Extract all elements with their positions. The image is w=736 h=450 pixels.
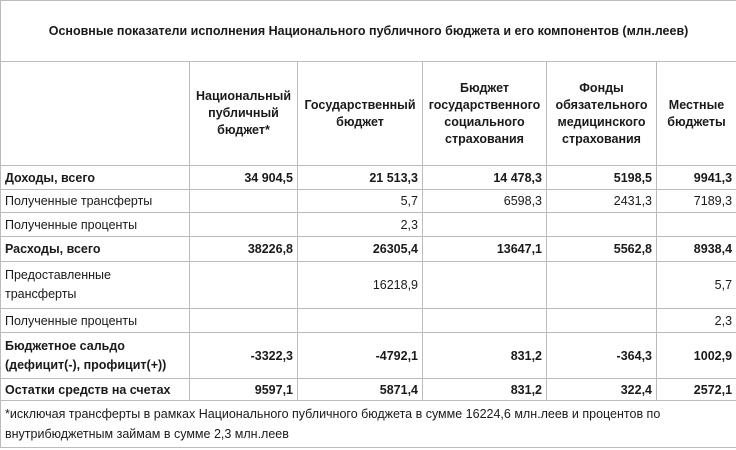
cell-value: 16218,9	[298, 262, 423, 309]
cell-value: 5871,4	[298, 379, 423, 401]
row-label: Доходы, всего	[1, 166, 190, 190]
cell-value	[190, 190, 298, 213]
cell-value: 2572,1	[657, 379, 736, 401]
cell-value: 1002,9	[657, 333, 736, 379]
cell-value	[657, 213, 736, 237]
table-row-received-interest-2	[1, 309, 736, 333]
cell-value: 26305,4	[298, 237, 423, 262]
cell-value	[547, 213, 657, 237]
table-title: Основные показатели исполнения Национального публичного бюджета и его компонентов (млн.леев)	[1, 1, 736, 62]
cell-value	[190, 213, 298, 237]
cell-value: 38226,8	[190, 237, 298, 262]
cell-value: 831,2	[423, 333, 547, 379]
table-row-provided-transfers	[1, 262, 736, 309]
header-empty	[1, 62, 190, 166]
cell-value	[423, 309, 547, 333]
header-state-budget: Государственный бюджет	[298, 62, 423, 166]
cell-value: -4792,1	[298, 333, 423, 379]
cell-value	[547, 262, 657, 309]
cell-value: 831,2	[423, 379, 547, 401]
header-medical-funds: Фонды обязательного медицинского страхования	[547, 62, 657, 166]
row-label: Остатки средств на счетах	[1, 379, 190, 401]
cell-value: 2,3	[298, 213, 423, 237]
table-row-received-transfers	[1, 190, 736, 213]
row-label: Полученные трансферты	[1, 190, 190, 213]
cell-value	[547, 309, 657, 333]
cell-value: 14 478,3	[423, 166, 547, 190]
row-label: Бюджетное сальдо (дефицит(-), профицит(+))	[5, 338, 167, 372]
cell-value: 6598,3	[423, 190, 547, 213]
row-label: Предоставленные трансферты	[5, 268, 111, 301]
table-row-account-balances	[1, 379, 736, 401]
cell-value: 9597,1	[190, 379, 298, 401]
table-row-expenditures	[1, 237, 736, 262]
cell-value: 8938,4	[657, 237, 736, 262]
cell-value	[190, 262, 298, 309]
cell-value	[190, 309, 298, 333]
header-social-insurance: Бюджет государственного социального страхования	[423, 62, 547, 166]
cell-value: 9941,3	[657, 166, 736, 190]
cell-value: 322,4	[547, 379, 657, 401]
cell-value: 21 513,3	[298, 166, 423, 190]
header-national-budget: Национальный публичный бюджет*	[190, 62, 298, 166]
cell-value: -364,3	[547, 333, 657, 379]
header-local-budgets: Местные бюджеты	[657, 62, 736, 166]
table-footnote: *исключая трансферты в рамках Национального публичного бюджета в сумме 16224,6 млн.леев и процентов по внутрибюджетным займам в сумме 2,3 млн.леев	[1, 401, 736, 448]
cell-value: 2,3	[657, 309, 736, 333]
table-row-received-interest	[1, 213, 736, 237]
row-label: Полученные проценты	[1, 309, 190, 333]
table-row-budget-balance	[1, 333, 736, 379]
cell-value	[298, 309, 423, 333]
cell-value: 2431,3	[547, 190, 657, 213]
cell-value	[423, 213, 547, 237]
table-row-revenues	[1, 166, 736, 190]
row-label: Полученные проценты	[1, 213, 190, 237]
cell-value: 5,7	[657, 262, 736, 309]
cell-value: 5562,8	[547, 237, 657, 262]
row-label: Расходы, всего	[1, 237, 190, 262]
header-row	[1, 62, 736, 166]
cell-value	[423, 262, 547, 309]
cell-value: 13647,1	[423, 237, 547, 262]
cell-value: 5,7	[298, 190, 423, 213]
cell-value: 34 904,5	[190, 166, 298, 190]
cell-value: -3322,3	[190, 333, 298, 379]
cell-value: 5198,5	[547, 166, 657, 190]
cell-value: 7189,3	[657, 190, 736, 213]
